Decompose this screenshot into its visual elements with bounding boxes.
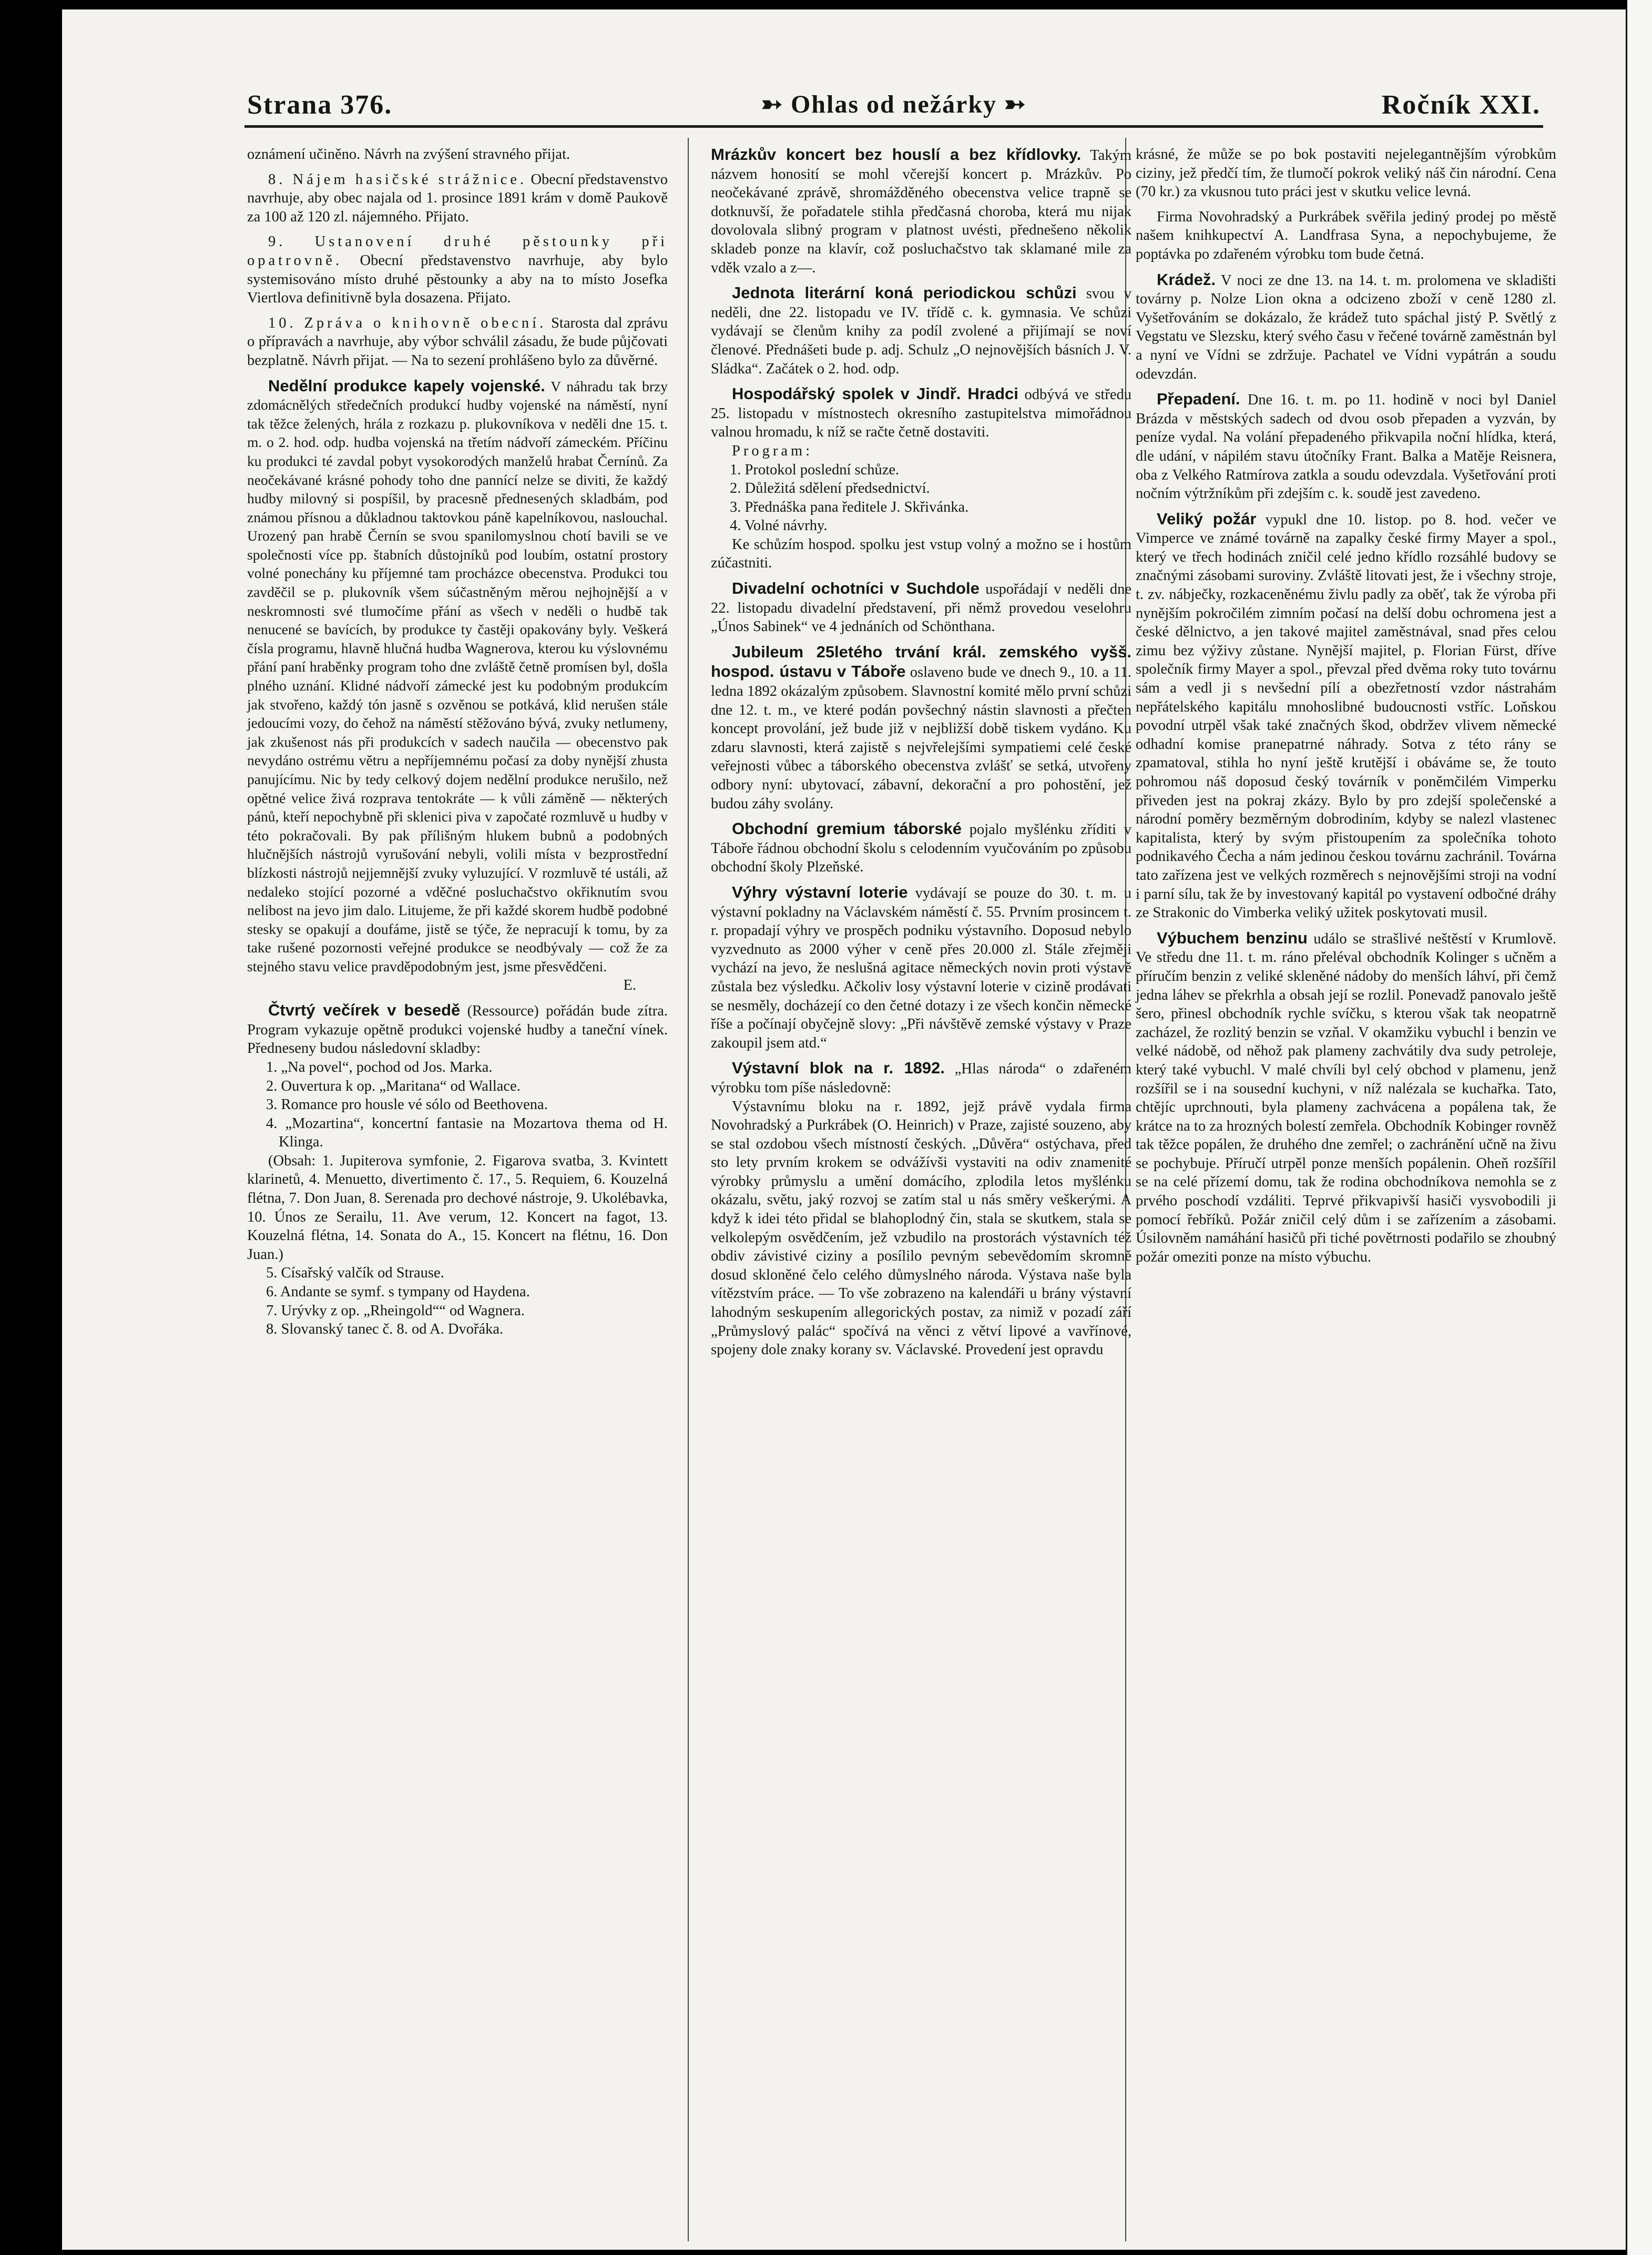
article-heading: Krádež.: [1157, 270, 1216, 289]
article-heading: Obchodní gremium táborské: [732, 819, 962, 838]
article-heading: Hospodářský spolek v Jindř. Hradci: [732, 384, 1018, 403]
article-heading: Jubileum 25letého trvání král. zemského vyšš. hospod. ústavu v Táboře: [711, 642, 1131, 681]
article-text: oslaveno bude ve dnech 9., 10. a 11. ledna 1892 okázalým způsobem. Slavnostní komité mělo první schůzi dne 12. t. m., ve které podán povšechný nástin slavnosti a přečten koncept provolání, jež bude již v nejbližší době tiskem vydáno. Ku zdaru slavnosti, která zajistě s nejvřelejšími sympatiemi celé české veřejnosti vůbec a táborského obecenstva zvlášť se setká, utvořeny odbory nyní: ubytovací, zábavní, dekorační a pro pohostění, jež budou záhy svolány.: [711, 664, 1132, 812]
paragraph: krásné, že může se po bok postaviti nejelegantnějším výrobkům ciziny, jež předčí tím, že tlumočí pokrok veliký náš čin národní. Cena (70 kr.) za vkusnou tuto práci jest v skutku velice levná.: [1136, 146, 1556, 200]
scan-edge-strip: [1627, 0, 1652, 2255]
list-item: 7. Urývky z op. „Rheingold““ od Wagnera.: [266, 1302, 525, 1319]
article-text: uspořádají v neděli dne 22. listopadu divadelní představení, při němž provedou veselohru „Únos Sabinek“ ve 4 jednáních od Schönthana.: [711, 581, 1131, 635]
item-text: Obecní představenstvo navrhuje, aby obec najala od 1. prosince 1891 krám v domě Paukově za 100 až 120 zl. nájemného. Přijato.: [247, 171, 668, 225]
article: [1136, 929, 1556, 1267]
list-item: 1. „Na povel“, pochod od Jos. Marka.: [266, 1059, 493, 1075]
list-item: 1. Protokol poslední schůze.: [730, 461, 900, 478]
article-heading: Veliký požár: [1157, 509, 1257, 528]
signature: E.: [623, 977, 636, 993]
article: [247, 377, 668, 976]
list-item: 8. Slovanský tanec č. 8. od A. Dvořáka.: [266, 1321, 504, 1338]
program-list: [247, 1058, 668, 1152]
program-contents: (Obsah: 1. Jupiterova symfonie, 2. Figarova svatba, 3. Kvintett klarinetů, 4. Menuetto, divertimento č. 17., 5. Requiem, 6. Kouzelná flétna, 7. Don Juan, 8. Serenada pro dechové nástroje, 9. Ukolébavka, 10. Únos ze Serailu, 11. Ave verum, 12. Koncert na fagot, 13. Kouzelná flétna, 14. Sonata do A., 15. Koncert na flétnu, 16. Don Juan.): [247, 1152, 668, 1263]
article: [711, 883, 1131, 1052]
article-text: vypukl dne 10. listop. po 8. hod. večer ve Vimperce ve známé továrně na zapalky české firmy Mayer a spol., který ve třech hodinách zničil celé jedno křídlo rozsáhlé budovy se značnými zásobami suroviny. Zvláště litovati jest, že i všechny stroje, t. zv. nábječky, rozkaceněnému živlu padly za oběť, tak že výroba při nynějším pokročilém zimním počasí na delší dobu ochromena jest a české dělnictvo, a jen takové majitel zaměstnával, snad přes celou zimu bez výživy zůstane. Nynější majitel, p. Florian Fürst, dříve společník firmy Mayer a spol., převzal před dvěma roky tuto továrnu sám a vedl ji s nevšední pílí a obezřetností vzdor nástrahám nepřátelského kapitálu mnohoslibné budoucnosti vstříc. Loňskou povodní utrpěl však také značných škod, obdržev vlivem německé odhadní komise pranepatrné náhrady. Sotva z této rány se zpamatoval, stihla ho nyní ještě krutější i obáváme se, že touto pohromou náš doposud český továrník v poněmčilém Vimperku přiveden jest na pokraj zkázy. Bylo by pro zdejší společenské a národní poměry bezměrným dobrodiním, kdyby se nalezl vlastenec kapitalista, který by svým přistoupením za společníka tohoto podnikavého Čecha a nám jedinou českou továrnu zachránil. Továrna tato zařízena jest ve velkých rozměrech s nejnovějšími stroji na vodní i parní sílu, tak že by investovaný kapitál po vystavení odbočné dráhy ze Strakonic do Vimberka veliký užitek poskytovati musil.: [1136, 511, 1556, 921]
article: [711, 145, 1131, 277]
paragraph: Výstavnímu bloku na r. 1892, jejž právě vydala firma Novohradský a Purkrábek (O. Heinrich) v Praze, zajisté souzeno, aby se stal ozdobou všech místností českých. „Důvěra“ ostýchava, před sto lety prvním krokem se odvážívši vystaviti na odiv znamenité výrobky průmyslu a umění domácího, zplodila letos myšlénku okázalu, světu, jaký rozvoj se zatím stal u nás směry veškerými. A když k idei této přidal se blahoplodný čin, stala se skutkem, stala se velkolepým osvědčením, jež vzbudilo na prostorách výstavních též obdiv závistivé ciziny a posílilo pevným sebevědomím skromně dosud skloněné čelo celého důmyslného národa. Výstava naše byla vítězstvím práce. — To vše zobrazeno na kalendáři u brány výstavní lahodným seskupením allegorických postav, za nimiž v pozadí září „Průmyslový palác“ spočívá na věnci z větví lipové a vavřínové, spojeny dole znaky korany sv. Václavské. Provedení jest opravdu: [711, 1098, 1131, 1358]
article: [711, 819, 1131, 877]
article: [711, 643, 1131, 813]
paragraph: [247, 314, 668, 370]
article-text: svou v neděli, dne 22. listopadu ve IV. třídě c. k. gymnasia. Ve schůzi vydávají se členům knihy za podíl zvolené a přijímají se noví členové. Přednášeti bude p. adj. Schulz „O nejnovějších básních J. V. Sládka“. Začátek o 2. hod. odp.: [711, 286, 1131, 377]
list-item: 4. „Mozartina“, koncertní fantasie na Mozartova thema od H. Klinga.: [266, 1115, 668, 1151]
article: [247, 1001, 668, 1058]
article: [711, 283, 1131, 378]
item-heading: 8. Nájem hasičské strážnice.: [268, 171, 527, 188]
paragraph: Ke schůzím hospod. spolku jest vstup volný a možno se i hostům zúčastniti.: [711, 536, 1131, 572]
article-heading: Výhry výstavní loterie: [732, 882, 908, 901]
list-item: 5. Císařský valčík od Strause.: [266, 1265, 444, 1282]
article: [711, 1059, 1131, 1097]
item-text: Obecní představenstvo navrhuje, aby bylo systemisováno místo druhé pěstounky a aby na to místo Josefka Viertlova definitivně byla dosazena. Přijato.: [247, 252, 668, 307]
article-text: událo se strašlivé neštěstí v Krumlově. Ve středu dne 11. t. m. ráno přeléval obchodník Kolinger s učněm a příručím benzin z veliké skleněné nádoby do menších láhví, při čemž jedna láhev se překrhla a obsah její se rozlil. Ponevadž panovalo ještě šero, přinesl obchodník rychle svíčku, s kterou však tak neopatrně zacházel, že rozlitý benzin se vzňal. V okamžiku vybuchl i benzin ve velké nádobě, od něhož pak plameny zachvátily dva sudy petroleje, který také vybuchl. V malé chvíli byl celý obchod v plamenu, jenž rozšířil se i na sousední kuchyni, v níž nalézala se kuchařka. Tato, chtějíc uprchnouti, byla plameny zachvácena a popálena tak, že krátce na to za hrozných bolestí zemřela. Obchodník Kobinger rovněž tak těžce popálen, že druhého dne zemřel; o zachránění učně na živu se pochybuje. Příručí utrpěl ponze menších popálenin. Oheň rozšířil se na celé přízemí domu, tak že rodina obchodníkova nemohla se z prvého poschodí vzdáliti. Teprvé přikvapivší hasiči vysvobodili ji pomocí řebříků. Požár zničil celý dům i se zařízením a zásobami. Úsilovněm namáhání hasičů při tiché povětrnosti podařilo se zhoubný požár omeziti ponze na místo výbuchu.: [1136, 930, 1556, 1265]
paragraph: [247, 170, 668, 227]
article-text: pojalo myšlénku zříditi v Táboře řádnou obchodní školu s celodenním vyučováním po způsobu obchodní školy Plzeňské.: [711, 821, 1131, 876]
column-3: [1136, 145, 1556, 1266]
article-heading: Jednota literární koná periodickou schůzi: [732, 283, 1077, 302]
article-text: „Hlas národa“ o zdařeném výrobku tom píše následovně:: [711, 1061, 1131, 1096]
article-heading: Nedělní produkce kapely vojenské.: [268, 376, 545, 395]
article-heading: Výbuchem benzinu: [1157, 928, 1308, 947]
article: [711, 384, 1131, 442]
item-heading: 10. Zpráva o knihovně obecní.: [268, 314, 547, 331]
article-text: odbývá ve středu 25. listopadu v místnostech okresního zastupitelstva mimořádnou valnou hromadu, k níž se račte četně dostaviti.: [711, 387, 1131, 441]
article-text: Dne 16. t. m. po 11. hodině v noci byl Daniel Brázda v městských sadech od dvou osob přepaden a vyzván, by peníze vydal. Na volání přepadeného přikvapila noční hlídka, která, dle udání, v nápilém stavu útočníky Frant. Balka a Matěje Reisnera, oba z Velkého Ratmírova zatkla a soudu odevzdala. Vyšetřování proti nočním výtržníkům při zdejším c. k. soudě jest zavedeno.: [1136, 392, 1556, 502]
list-item: 6. Andante se symf. s tympany od Haydena.: [266, 1284, 530, 1301]
list-item: 2. Důležitá sdělení předsednictví.: [730, 480, 930, 497]
article-text: V noci ze dne 13. na 14. t. m. prolomena ve skladišti továrny p. Nolze Lion okna a odcizeno zboží v ceně 1280 zl. Vyšetřováním se dokázalo, že krádež tuto spáchal jistý P. Světlý z Vegstatu ve Slezsku, který svého času v řečené továrně zaměstnán byl a nyní ve Vídni se zdržuje. Pachatel ve Vídni vypátrán a soudu odevzdán.: [1136, 272, 1556, 382]
article-heading: Divadelní ochotníci v Suchdole: [732, 579, 980, 598]
list-item: 4. Volné návrhy.: [730, 517, 828, 534]
list-item: 3. Romance pro housle vé sólo od Beethovena.: [266, 1096, 548, 1113]
header-rule: [244, 125, 1543, 128]
list-item: 3. Přednáška pana ředitele J. Skřivánka.: [730, 499, 969, 515]
article-heading: Čtvrtý večírek v besedě: [268, 1001, 461, 1020]
newspaper-title: ➳ Ohlas od nežárky ➳: [761, 90, 1027, 118]
article-text: (Ressource) pořádán bude zítra. Program vykazuje opětně produkci vojenské hudby a taneční vínek. Předneseny budou následovní skladby:: [247, 1003, 668, 1057]
program-list: [247, 1264, 668, 1338]
page-header: [247, 85, 1541, 123]
article-heading: Výstavní blok na r. 1892.: [732, 1059, 945, 1078]
article-text: vydávají se pouze do 30. t. m. u výstavní pokladny na Václavském náměstí č. 55. Prvním prosincem t. r. propadají výhry ve prospěch podniku výstavního. Doposud nebylo vyzvednuto as 2000 výher v ceně přes 20.000 zl. Stále zřejměji vychází na jevo, že neslušná agitace německých novin proti výstavě zůstala bez výsledku. Ačkoliv losy výstavní loterie v cizině prodávati se nesměly, docházejí co den četné dotazy i ze všech končin německé říše a počínají obyčejně slovy: „Při návštěvě zemské výstavy v Praze zakoupil jsem atd.“: [711, 885, 1131, 1051]
item-heading: 9. Ustanovení druhé pěstounky při opatrovně.: [247, 233, 668, 269]
paragraph: [247, 232, 668, 307]
item-text: Starosta dal zprávu o přípravách a navrhuje, aby výbor schválil zásadu, že bude půjčovati bezplatně. Návrh přijat. — Na to sezení prohlášeno bylo za důvěrné.: [247, 314, 668, 369]
column-1: [247, 145, 668, 1339]
volume-number: Ročník XXI.: [1381, 90, 1541, 120]
article-heading: Mrázkův koncert bez houslí a bez křídlovky.: [711, 145, 1082, 164]
article: [1136, 270, 1556, 384]
article-text: V náhradu tak brzy zdomácnělých středečních produkcí hudby vojenské na náměstí, nyní tak těžce želených, hrála z rozkazu p. plukovníkova v neděli dne 15. t. m. o 2. hod. odp. hudba vojenská na třetím nádvoří zámeckém. Příčinu ku produkci té zavdal pobyt vysokorodých manželů hrabat Černínů. Za neočekávané krásné pohody toho dne pannící nelze se diviti, že každý hudby milovný si pospíšil, by pracesně přednesených skladbám, pod známou přísnou a důkladnou taktovkou páně kapelníkovou, naslouchal. Urozený pan hrabě Černín se svou spanilomyslnou chotí bavili se ve společnosti více pp. štabních důstojníků pod loubím, ostatní prostory volné ponechány ku příjemné tam procházce obecenstva. Produkci tou zavděčil se p. plukovník všem súčastněným měrou nejhojnější a v neskromnosti své tlumočíme přání as všech v neděli o hudbě tak nenucené se bavících, by produkce ty častěji opakovány byly. Veškerá čísla programu, hlavně hlučná hudba Wagnerova, kterou ku výslovnému přání paní hraběnky program toho dne zvláště četně promísen byl, došla plného uznání. Klidné nádvoří zámecké jest ku podobným produkcím jak stvořeno, každý tón jasně s ozvěnou se potkává, klid nerušen stále jedoucími vozy, do čehož na náměstí stěžováno bývá, zvuky netlumeny, jak zkušenost nás při produkcích v sadech naučila — obecenstvo pak nevydáno ostrému větru a nepříjemnému počasí za doby nynější zhusta panujícímu. Nic by tedy celkový dojem nedělní produkce nerušilo, než opětné velice živá rozprava tentokráte — k vůli záměně — některých pánů, kteří nepochybně při sklenici piva v započaté rozmluvě u hudby v této pokračovali. By pak přílišným hlukem bubnů a podobných hlučnějších nástrojů vyrušování nebyli, volili místa v bezprostřední blízkosti nástrojů nejjemnější zvuky vyluzující. V rozmluvě té ustáli, až nedaleko stojící pozorné a vděčné posluchačstvo okřiknutím svou nelibost na jevo jim dalo. Litujeme, že při každé skorem hudbě podobné stesky se opakují a doufáme, jistě se týče, že nepracují k tomu, by za take rušené pozornosti veřejné produkce se neodbývaly — což že za stejného stavu velice pravděpodobným jest, jsme přesvědčeni.: [247, 378, 668, 974]
paragraph: Firma Novohradský a Purkrábek svěřila jediný prodej po městě našem knihkupectví A. Landfrasa Syna, a nepochybujeme, že poptávka po zdařeném výrobku tom bude četná.: [1136, 208, 1556, 262]
list-item: 2. Ouvertura k op. „Maritana“ od Wallace.: [266, 1078, 521, 1094]
column-2: [711, 145, 1131, 1359]
paragraph: oznámení učiněno. Návrh na zvýšení stravného přijat.: [247, 146, 570, 162]
article-text: Takým názvem honosití se mohl včerejší koncert p. Mrázkův. Po neočekávané zprávě, shromážděného obecenstva velice trapně se dotknuvší, že pořadatele stihla předčasná choroba, která mu nijak dovolovala slibný program v platnost uvésti, přednešeno několik skladeb ponze na klavír, což posluchačstvo tak sklamané mile za vděk vzalo a z—.: [711, 147, 1131, 276]
program-list: [711, 461, 1131, 535]
article-heading: Přepadení.: [1157, 390, 1240, 409]
article: [711, 579, 1131, 636]
article: [1136, 510, 1556, 922]
program-title: Program:: [732, 442, 813, 459]
article: [1136, 390, 1556, 503]
page-number: Strana 376.: [247, 90, 393, 120]
column-divider: [688, 138, 689, 2241]
